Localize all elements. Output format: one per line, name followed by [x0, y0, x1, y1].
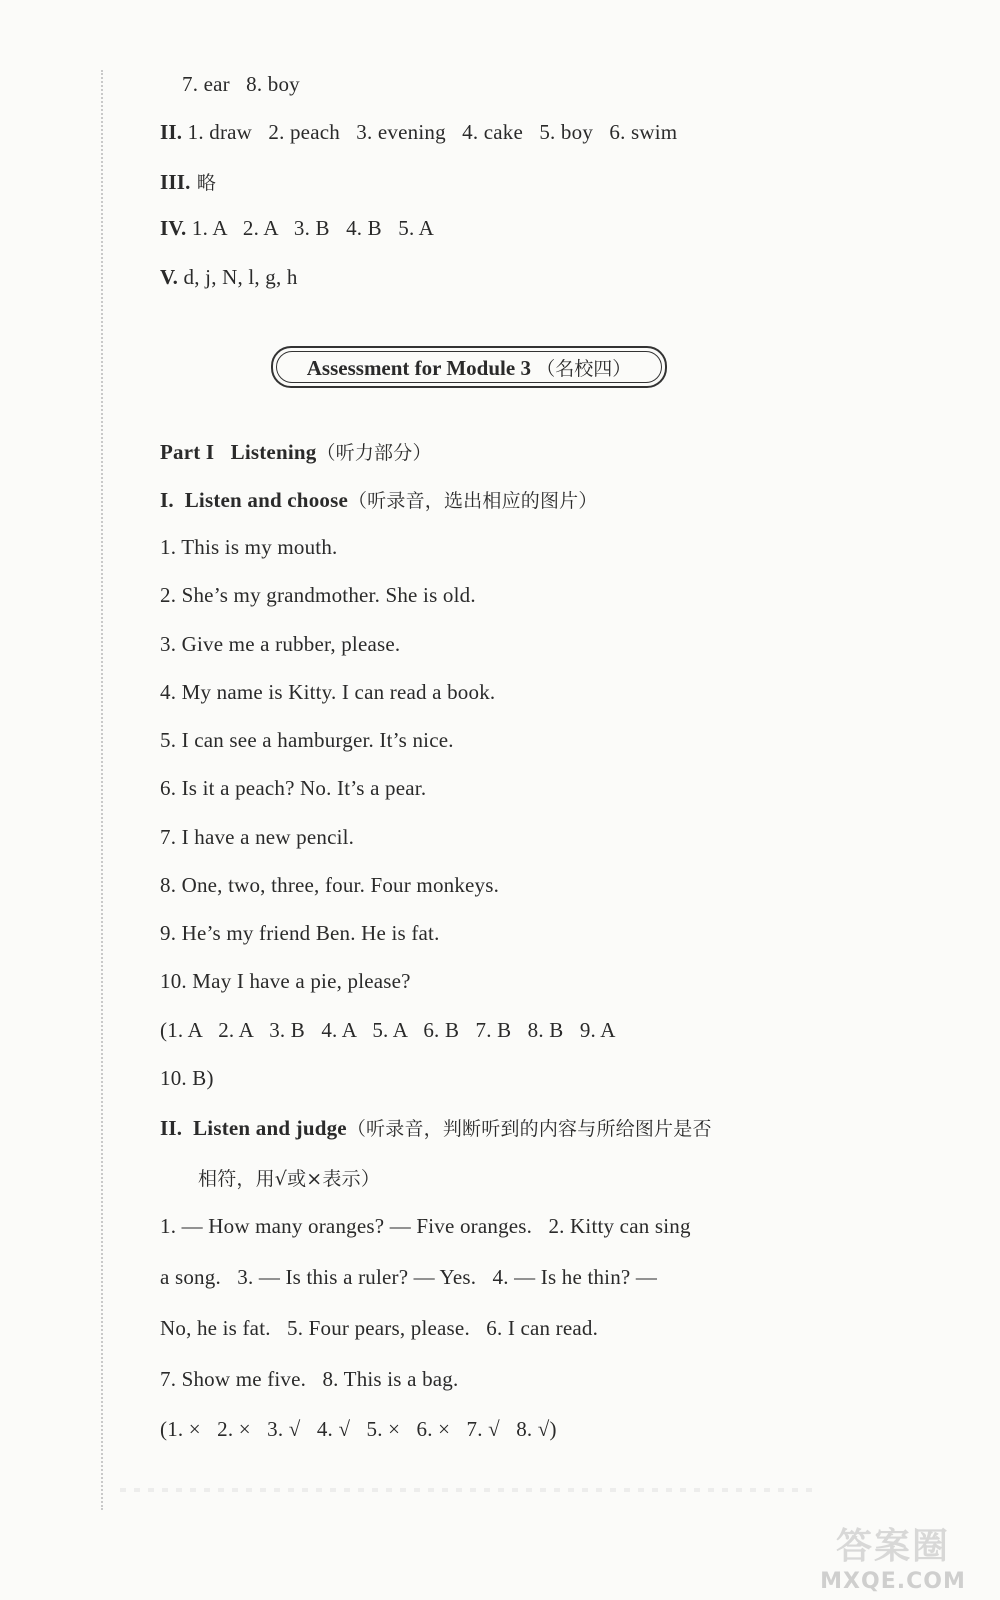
answer-line-7-8: 7. ear 8. boy — [182, 72, 300, 96]
section-ii-label: II. — [160, 120, 183, 144]
listen-judge-answers: (1. × 2. × 3. √ 4. √ 5. × 6. × 7. √ 8. √) — [160, 1417, 557, 1441]
listen-choose-item: 1. This is my mouth. — [160, 535, 338, 559]
listen-choose-item: 7. I have a new pencil. — [160, 825, 355, 849]
section-ii-answers: 1. draw 2. peach 3. evening 4. cake 5. boy 6. swim — [182, 120, 678, 144]
section-iv-answers: 1. A 2. A 3. B 4. B 5. A — [186, 216, 435, 240]
listen-judge-cn: （听录音，判断听到的内容与所给图片是否 — [346, 1118, 712, 1140]
watermark-logo: 答案圈 — [835, 1526, 950, 1567]
scan-smudge — [120, 1488, 820, 1492]
listen-choose-heading — [160, 486, 598, 513]
listen-choose-item: 2. She’s my grandmother. She is old. — [160, 583, 476, 607]
section-iv-label: IV. — [160, 216, 187, 240]
margin-dotted-line — [101, 70, 103, 1510]
listen-judge-label: II. Listen and judge — [160, 1116, 347, 1140]
answer-section-iv — [160, 216, 434, 241]
module-title: Assessment for Module 3 （名校四） — [306, 355, 632, 380]
listen-choose-item: 8. One, two, three, four. Four monkeys. — [160, 873, 500, 897]
listen-choose-item: 10. May I have a pie, please? — [160, 969, 411, 993]
section-v-answers: d, j, N, l, g, h — [178, 265, 298, 289]
module-title-cn: （名校四） — [536, 357, 632, 380]
module-title-box — [271, 346, 667, 388]
listen-choose-answers: (1. A 2. A 3. B 4. A 5. A 6. B 7. B 8. B 9. A — [160, 1018, 616, 1042]
listen-choose-item: 5. I can see a hamburger. It’s nice. — [160, 728, 454, 752]
listen-choose-item: 3. Give me a rubber, please. — [160, 632, 401, 656]
watermark-url: MXQE.COM — [820, 1569, 966, 1594]
listen-judge-heading — [160, 1114, 712, 1141]
section-v-label: V. — [160, 265, 179, 289]
section-iii-label: III. — [160, 170, 191, 194]
answer-section-v — [160, 265, 298, 290]
listen-judge-line: 7. Show me five. 8. This is a bag. — [160, 1367, 459, 1391]
listen-choose-cn: （听录音，选出相应的图片） — [347, 490, 598, 512]
answer-section-iii — [160, 168, 216, 195]
part-heading — [160, 438, 432, 465]
part-label-cn: （听力部分） — [316, 442, 432, 464]
listen-choose-label: I. Listen and choose — [160, 488, 348, 512]
part-label: Part I Listening — [160, 440, 317, 464]
listen-judge-line: 1. — How many oranges? — Five oranges. 2. Kitty can sing — [160, 1214, 691, 1238]
answer-section-ii — [160, 120, 677, 145]
section-iii-answers: 略 — [190, 172, 217, 194]
listen-choose-item: 9. He’s my friend Ben. He is fat. — [160, 921, 440, 945]
listen-choose-item: 6. Is it a peach? No. It’s a pear. — [160, 776, 427, 800]
listen-judge-line: a song. 3. — Is this a ruler? — Yes. 4. — Is he thin? — — [160, 1265, 658, 1289]
listen-judge-line: No, he is fat. 5. Four pears, please. 6. I can read. — [160, 1316, 599, 1340]
watermark — [808, 1518, 978, 1594]
listen-judge-cn-cont: 相符，用√或×表示） — [198, 1168, 381, 1190]
listen-choose-answers-cont: 10. B) — [160, 1066, 214, 1090]
listen-choose-item: 4. My name is Kitty. I can read a book. — [160, 680, 496, 704]
